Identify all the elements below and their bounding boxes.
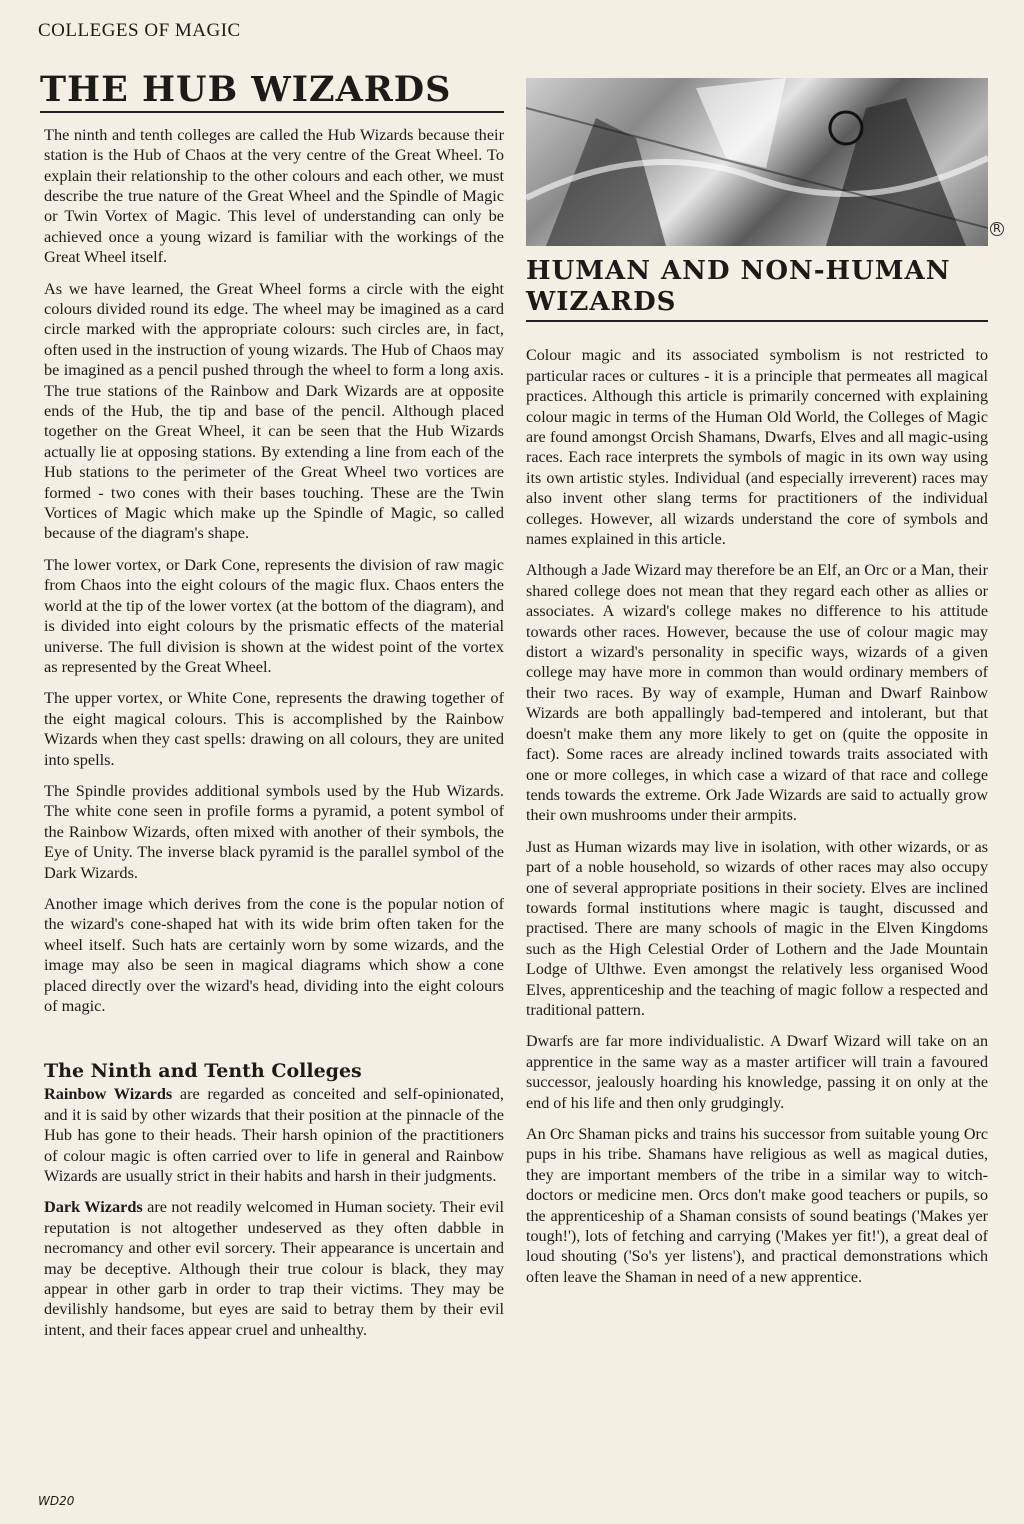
article-title: THE HUB WIZARDS <box>40 72 504 113</box>
registered-mark-icon: R <box>990 222 1004 236</box>
paragraph: As we have learned, the Great Wheel forms a circle with the eight colours divided round its edge. The wheel may be imagined as a card circle marked with the appropriate colours: such circles are, in fact, often used in the instruction of young wizards. The Hub of Chaos may be imagined as a pencil pushed through the wheel to form a long axis. The true stations of the Rainbow and Dark Wizards are at opposite ends of the Hub, the tip and base of the pencil. Although placed together on the Great Wheel, it can be seen that the Hub Wizards actually lie at opposing stations. By extending a line from each of the Hub stations to the perimeter of the Great Wheel two vortices are formed - two cones with their bases touching. These are the Twin Vortices of Magic which make up the Spindle of Magic, so called because of the diagram's shape. <box>44 278 504 543</box>
article-title: HUMAN AND NON-HUMAN WIZARDS <box>526 256 988 322</box>
paragraph: The upper vortex, or White Cone, represents the drawing together of the eight magical colours. This is accomplished by the Rainbow Wizards when they cast spells: drawing on all colours, they are united into spells. <box>44 688 504 769</box>
page-number: WD20 <box>38 1494 75 1508</box>
illustration-drawing <box>526 78 988 246</box>
paragraph-text: are not readily welcomed in Human society. Their evil reputation is not altogether undeserved as they often dabble in necromancy and other evil sorcery. Their appearance is uncertain and may be deceptive. Although their true colour is black, they may appear in other garb in order to trap their victims. They may be devilishly handsome, but eyes are said to betray them by their evil intent, and their faces appear cruel and unhealthy. <box>44 1197 505 1339</box>
sub-heading: The Ninth and Tenth Colleges <box>44 1060 362 1083</box>
paragraph-text: are regarded as conceited and self-opinionated, and it is said by other wizards that their position at the pinnacle of the Hub has gone to their heads. Their harsh opinion of the practitioners of colour magic is often carried over to life in general and Rainbow Wizards are usually strict in their habits and harsh in their judgments. <box>44 1084 504 1186</box>
paragraph: Just as Human wizards may live in isolation, with other wizards, or as part of a noble household, so wizards of other races may also occupy one of several appropriate positions in their society. Elves are inclined towards formal institutions where magic is taught, discussed and practised. There are many schools of magic in the Elven Kingdoms such as the High Celestial Order of Lothern and the Jade Mountain Lodge of Ulthwe. Even amongst the relatively less organised Wood Elves, apprenticeship and the teaching of magic follow a respected and traditional pattern. <box>526 838 988 1019</box>
paragraph: The lower vortex, or Dark Cone, represents the division of raw magic from Chaos into the eight colours of the magic flux. Chaos enters the world at the tip of the lower vortex (at the bottom of the diagram), and is divided into eight colours by the prismatic effects of the material universe. The full division is shown at the widest point of the vortex as represented by the Great Wheel. <box>44 554 504 676</box>
paragraph: An Orc Shaman picks and trains his successor from suitable young Orc pups in his tribe. Shamans have religious as well as magical duties, they are important members of the tribe in a similar way to witch-doctors or medicine men. Orcs don't make good teachers or pupils, so the apprenticeship of a Shaman consists of sound beatings ('Makes yer tough!'), lots of fetching and carrying ('Makes yer fit!'), a great deal of loud shouting ('So's yer listens'), and practical demonstrations which often leave the Shaman in need of a new apprentice. <box>526 1126 988 1286</box>
paragraph: The ninth and tenth colleges are called the Hub Wizards because their station is the Hub of Chaos at the very centre of the Great Wheel. To explain their relationship to the other colours and each other, we must describe the true nature of the Great Wheel and the Spindle of Magic or Twin Vortex of Magic. This level of understanding can only be achieved once a young wizard is familiar with the workings of the Great Wheel itself. <box>44 124 504 267</box>
wizards-illustration <box>526 78 988 246</box>
left-column <box>40 69 505 1351</box>
lead-term: Dark Wizards <box>44 1197 143 1217</box>
right-column <box>526 78 988 1299</box>
paragraph: The Spindle provides additional symbols used by the Hub Wizards. The white cone seen in profile forms a pyramid, a potent symbol of the Rainbow Wizards, often mixed with another of their symbols, the Eye of Unity. The inverse black pyramid is the parallel symbol of the Dark Wizards. <box>44 780 504 882</box>
paragraph: Another image which derives from the cone is the popular notion of the wizard's cone-shaped hat with its wide brim often taken for the wheel itself. Such hats are certainly worn by some wizards, and the image may also be seen in magical diagrams which show a cone placed directly over the wizard's head, dividing into the eight colours of magic. <box>44 893 504 1015</box>
rainbow-paragraph <box>44 1084 504 1186</box>
dark-paragraph <box>44 1197 504 1340</box>
lead-term: Rainbow Wizards <box>44 1084 173 1104</box>
section-label: COLLEGES OF MAGIC <box>38 20 241 41</box>
paragraph: Colour magic and its associated symbolism is not restricted to particular races or cultures - it is a principle that permeates all magical practices. Although this article is primarily concerned with explaining colour magic in terms of the Human Old World, the Colleges of Magic are found amongst Orcish Shamans, Dwarfs, Elves and all magic-using races. Each race interprets the symbols of magic in its own way using its own artistic styles. Individual (and especially irreverent) races may also invent other slang terms for practitioners of the individual colleges. However, all wizards understand the core of symbols and names explained in this article. <box>526 347 988 549</box>
paragraph: Dwarfs are far more individualistic. A Dwarf Wizard will take on an apprentice in the same way as a master artificer will train a favoured successor, jealously hoarding his knowledge, passing it on only at the end of his life and then only grudgingly. <box>526 1033 988 1112</box>
paragraph: Although a Jade Wizard may therefore be an Elf, an Orc or a Man, their shared college does not mean that they regard each other as allies or associates. A wizard's college makes no difference to his attitude towards other races. However, because the use of colour magic may distort a wizard's personality in specific ways, wizards of a given college may have more in common than would ordinary members of their two races. By way of example, Human and Dwarf Rainbow Wizards are both appallingly bad-tempered and intolerant, but that doesn't make them any more likely to get on (quite the opposite in fact). Some races are already inclined towards traits associated with one or more colleges, in which case a wizard of that race and college tends towards the extreme. Ork Jade Wizards are said to actually grow their own mushrooms under their armpits. <box>526 562 989 825</box>
